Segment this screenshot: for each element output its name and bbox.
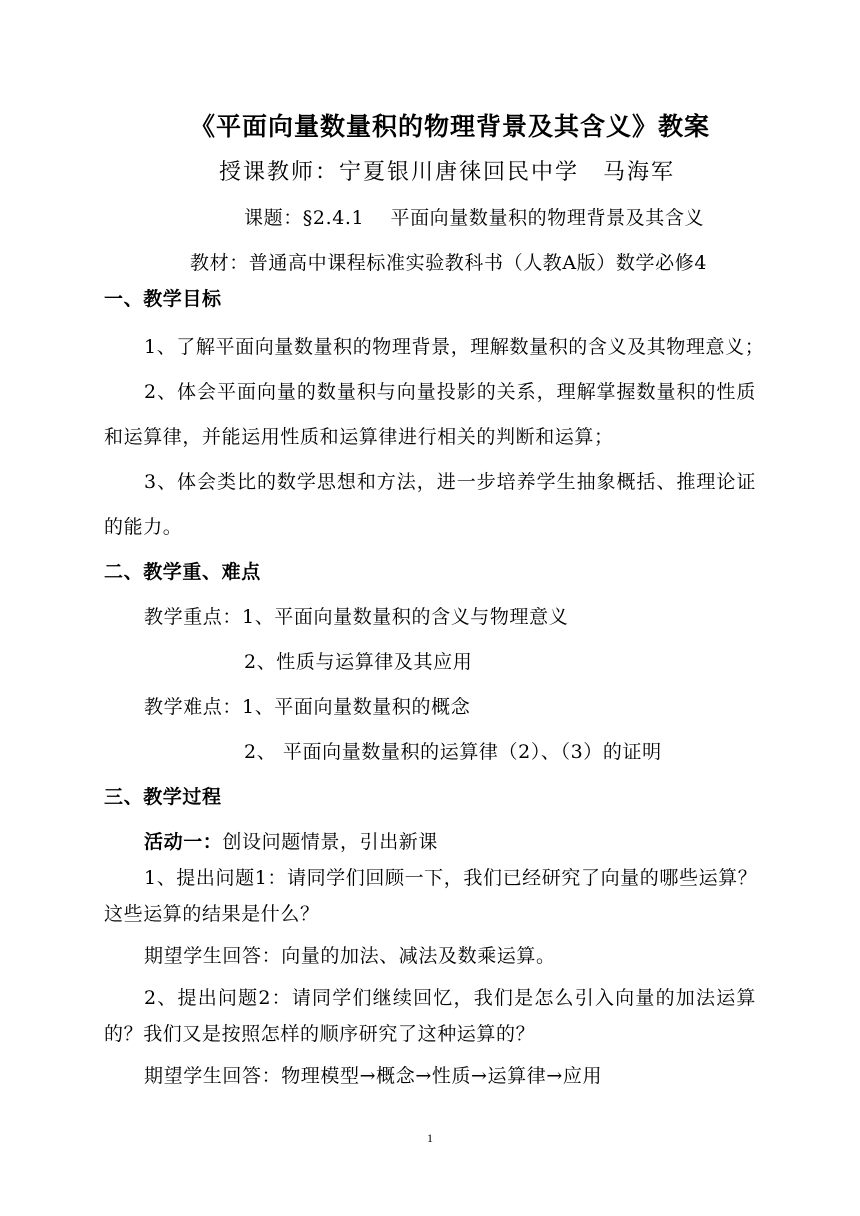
objective-item-2-line-1: 2、体会平面向量的数量积与向量投影的关系，理解掌握数量积的性质 [144,381,756,403]
activity-1 [144,830,438,854]
teacher-line: 授课教师：宁夏银川唐徕回民中学 马海军 [219,160,676,185]
activity-1-label: 活动一： [144,831,223,853]
difficult-point-1: 教学难点：1、平面向量数量积的概念 [144,696,471,718]
textbook-line: 教材：普通高中课程标准实验教科书（人教A版）数学必修4 [190,252,708,274]
document-title: 《平面向量数量积的物理背景及其含义》教案 [190,112,711,141]
difficult-point-2: 2、 平面向量数量积的运算律（2）、（3）的证明 [244,741,662,763]
objective-item-3-line-1: 3、体会类比的数学思想和方法，进一步培养学生抽象概括、推理论证 [144,471,756,493]
key-point-1: 教学重点：1、平面向量数量积的含义与物理意义 [144,606,569,628]
question-2-line-1: 2、提出问题2：请同学们继续回忆，我们是怎么引入向量的加法运算 [144,987,756,1009]
page-number: 1 [427,1131,433,1145]
answer-1: 期望学生回答：向量的加法、减法及数乘运算。 [144,945,556,967]
section-heading-process: 三、教学过程 [104,786,222,808]
question-1-line-1: 1、提出问题1：请同学们回顾一下，我们已经研究了向量的哪些运算？ [144,867,758,889]
key-point-2: 2、性质与运算律及其应用 [244,651,473,673]
objective-item-3-line-2: 的能力。 [104,516,183,538]
section-heading-objectives: 一、教学目标 [104,288,222,310]
objective-item-2-line-2: 和运算律，并能运用性质和运算律进行相关的判断和运算； [104,426,614,448]
question-2-line-2: 的？我们又是按照怎样的顺序研究了这种运算的？ [104,1023,536,1045]
activity-1-text: 创设问题情景，引出新课 [222,831,439,853]
question-1-line-2: 这些运算的结果是什么？ [104,903,320,925]
objective-item-1: 1、了解平面向量数量积的物理背景，理解数量积的含义及其物理意义； [144,336,765,358]
section-heading-key-points: 二、教学重、难点 [104,561,261,583]
answer-2: 期望学生回答：物理模型→概念→性质→运算律→应用 [144,1065,603,1087]
topic-line: 课题：§2.4.1 平面向量数量积的物理背景及其含义 [244,207,705,229]
